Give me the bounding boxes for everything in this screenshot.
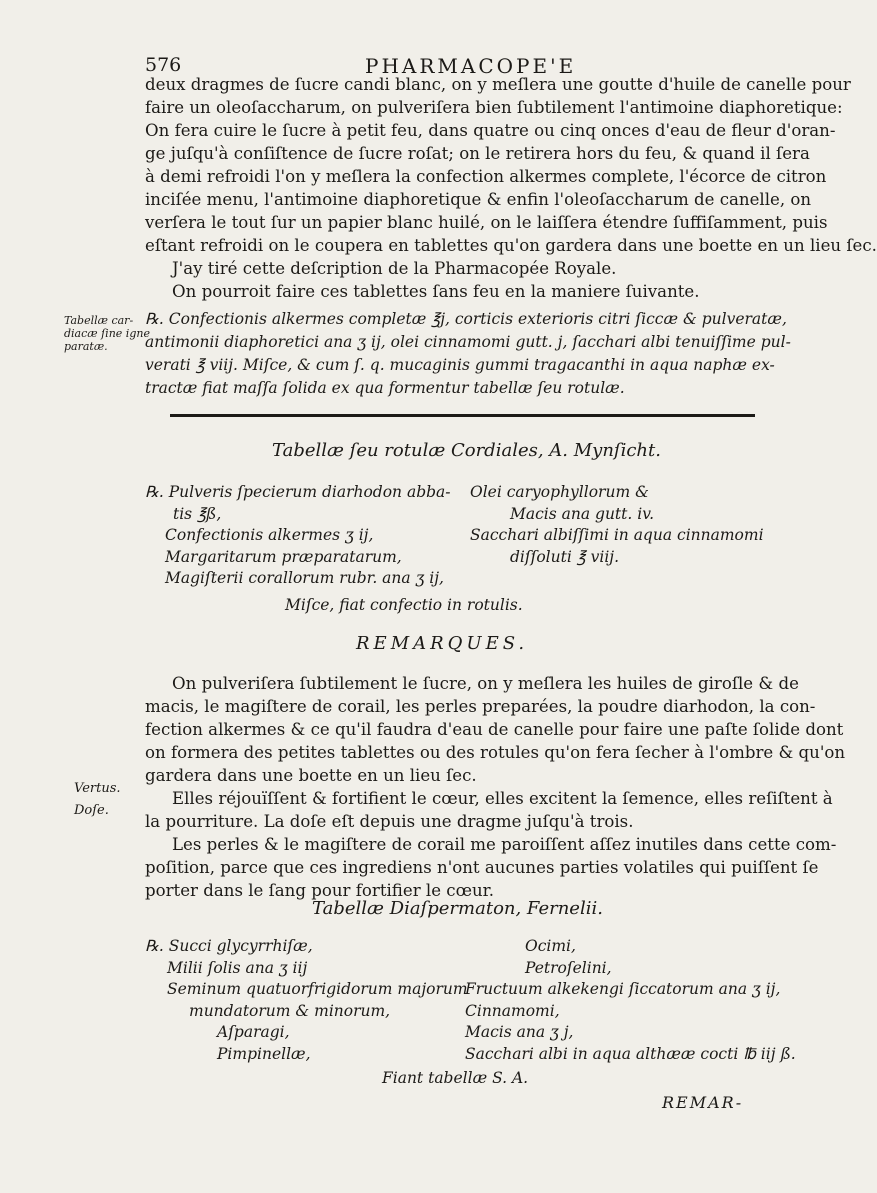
text-line: Elles réjouïſſent & fortifient le cœur, elles excitent la ſemence, elles reſiſtent à	[172, 789, 833, 808]
ingredient: Magiſterii corallorum rubr. ana ʒ ij,	[165, 569, 444, 587]
ingredients-right-column-2	[465, 936, 796, 1065]
recipe-line: verati ℥ viij. Miſce, & cum ſ. q. mucaginis gummi tragacanthi in aqua naphæ ex-	[145, 356, 775, 374]
text-line: inciſée menu, l'antimoine diaphoretique & enfin l'oleoſaccharum de canelle, on	[145, 190, 812, 209]
text-line: la pourriture. La doſe eſt depuis une dragme juſqu'à trois.	[145, 812, 634, 831]
text-line: ge juſqu'à conſiſtence de ſucre roſat; on le retirera hors du feu, & quand il ſera	[145, 144, 810, 163]
section-2-closing: Fiant tabellæ S. A.	[382, 1069, 529, 1087]
page-number: 576	[145, 54, 182, 76]
ingredient: Cinnamomi,	[465, 1001, 560, 1020]
ingredient: Olei caryophyllorum &	[470, 483, 649, 501]
recipe-line: ℞. Confectionis alkermes completæ ℥j, corticis exterioris citri ſiccæ & pulveratæ,	[145, 310, 787, 328]
ingredient: tis ℥ß,	[173, 504, 222, 523]
text-line: On pulveriſera ſubtilement le ſucre, on y meſlera les huiles de giroſle & de	[172, 674, 799, 693]
margin-note-line: diacæ ſine igne	[64, 327, 150, 340]
text-line: On fera cuire le ſucre à petit feu, dans quatre ou cinq onces d'eau de fleur d'oran-	[145, 121, 836, 140]
running-title: PHARMACOPE'E	[365, 54, 577, 78]
section-title-cordiales: Tabellæ ſeu rotulæ Cordiales, A. Mynſicht.	[272, 440, 661, 461]
ingredient: Macis ana gutt. iv.	[510, 504, 655, 523]
section-1-closing: Miſce, fiat confectio in rotulis.	[285, 596, 523, 614]
section-title-diaspermaton: Tabellæ Diaſpermaton, Fernelii.	[312, 898, 603, 919]
ingredients-left-column-2	[145, 936, 468, 1065]
ingredient: Macis ana ʒ j,	[465, 1023, 574, 1041]
ingredient: Pimpinellæ,	[217, 1044, 311, 1063]
margin-note-line: Tabellæ car-	[64, 314, 134, 327]
margin-note-line: paratæ.	[64, 340, 108, 353]
ingredient: Sacchari albiſſimi in aqua cinnamomi	[470, 526, 764, 544]
ingredient: Fructuum alkekengi ſiccatorum ana ʒ ij,	[465, 980, 781, 998]
text-line: poſition, parce que ces ingrediens n'ont aucunes parties volatiles qui puiſſent ſe	[145, 858, 819, 877]
margin-note-vertus: Vertus.	[74, 781, 121, 796]
ingredients-left-column	[145, 482, 451, 590]
recipe-line: antimonii diaphoretici ana ʒ ij, olei cinnamomi gutt. j, ſacchari albi tenuiſſime pul-	[145, 333, 791, 351]
ingredient: Aſparagi,	[217, 1023, 290, 1041]
ingredient: Confectionis alkermes ʒ ij,	[165, 526, 374, 544]
recipe-line: tractæ fiat maſſa ſolida ex qua formentur tabellæ ſeu rotulæ.	[145, 379, 625, 397]
ingredient: Sacchari albi in aqua althææ cocti ℔ iij ß.	[465, 1044, 796, 1063]
text-line: fection alkermes & ce qu'il faudra d'eau de canelle pour faire une paſte ſolide dont	[145, 720, 844, 739]
text-line: J'ay tiré cette deſcription de la Pharmacopée Royale.	[172, 259, 617, 278]
ingredient: Milii ſolis ana ʒ iij	[167, 958, 308, 977]
catchword: REMAR-	[662, 1093, 744, 1112]
text-line: gardera dans une boette en un lieu ſec.	[145, 766, 477, 785]
text-line: porter dans le ſang pour fortifier le cœur.	[145, 881, 495, 900]
text-line: macis, le magiſtere de corail, les perles preparées, la poudre diarhodon, la con-	[145, 697, 816, 716]
text-line: faire un oleoſaccharum, on pulveriſera bien ſubtilement l'antimoine diaphoretique:	[145, 98, 843, 117]
ingredient: ℞. Pulveris ſpecierum diarhodon abba-	[145, 483, 451, 501]
ingredient: mundatorum & minorum,	[189, 1001, 391, 1020]
ingredient: Seminum quatuorfrigidorum majorum	[167, 980, 468, 998]
text-line: verſera le tout ſur un papier blanc huilé, on le laiſſera étendre ſuffiſamment, puis	[145, 213, 828, 232]
text-line: deux dragmes de ſucre candi blanc, on y meſlera une goutte d'huile de canelle pour	[145, 75, 851, 94]
text-line: Les perles & le magiſtere de corail me paroiſſent aſſez inutiles dans cette com-	[172, 835, 837, 854]
remarques-heading: REMARQUES.	[356, 633, 529, 654]
text-line: On pourroit faire ces tablettes ſans feu en la maniere ſuivante.	[172, 282, 700, 301]
ingredient: ℞. Succi glycyrrhiſæ,	[145, 937, 313, 955]
ingredient: Petroſelini,	[525, 958, 612, 977]
ingredient: Ocimi,	[525, 937, 576, 955]
text-line: eſtant refroidi on le coupera en tablettes qu'on gardera dans une boette en un lieu ſec.	[145, 236, 877, 255]
text-line: à demi refroidi l'on y meſlera la confection alkermes complete, l'écorce de citron	[145, 167, 827, 186]
ingredients-right-column	[470, 482, 764, 568]
section-divider	[170, 414, 755, 417]
ingredient: diſſoluti ℥ viij.	[510, 547, 620, 566]
text-line: on formera des petites tablettes ou des rotules qu'on fera ſecher à l'ombre & qu'on	[145, 743, 846, 762]
ingredient: Margaritarum præparatarum,	[165, 547, 402, 566]
margin-note-tabellae	[64, 314, 150, 353]
margin-note-dose: Doſe.	[74, 803, 109, 818]
